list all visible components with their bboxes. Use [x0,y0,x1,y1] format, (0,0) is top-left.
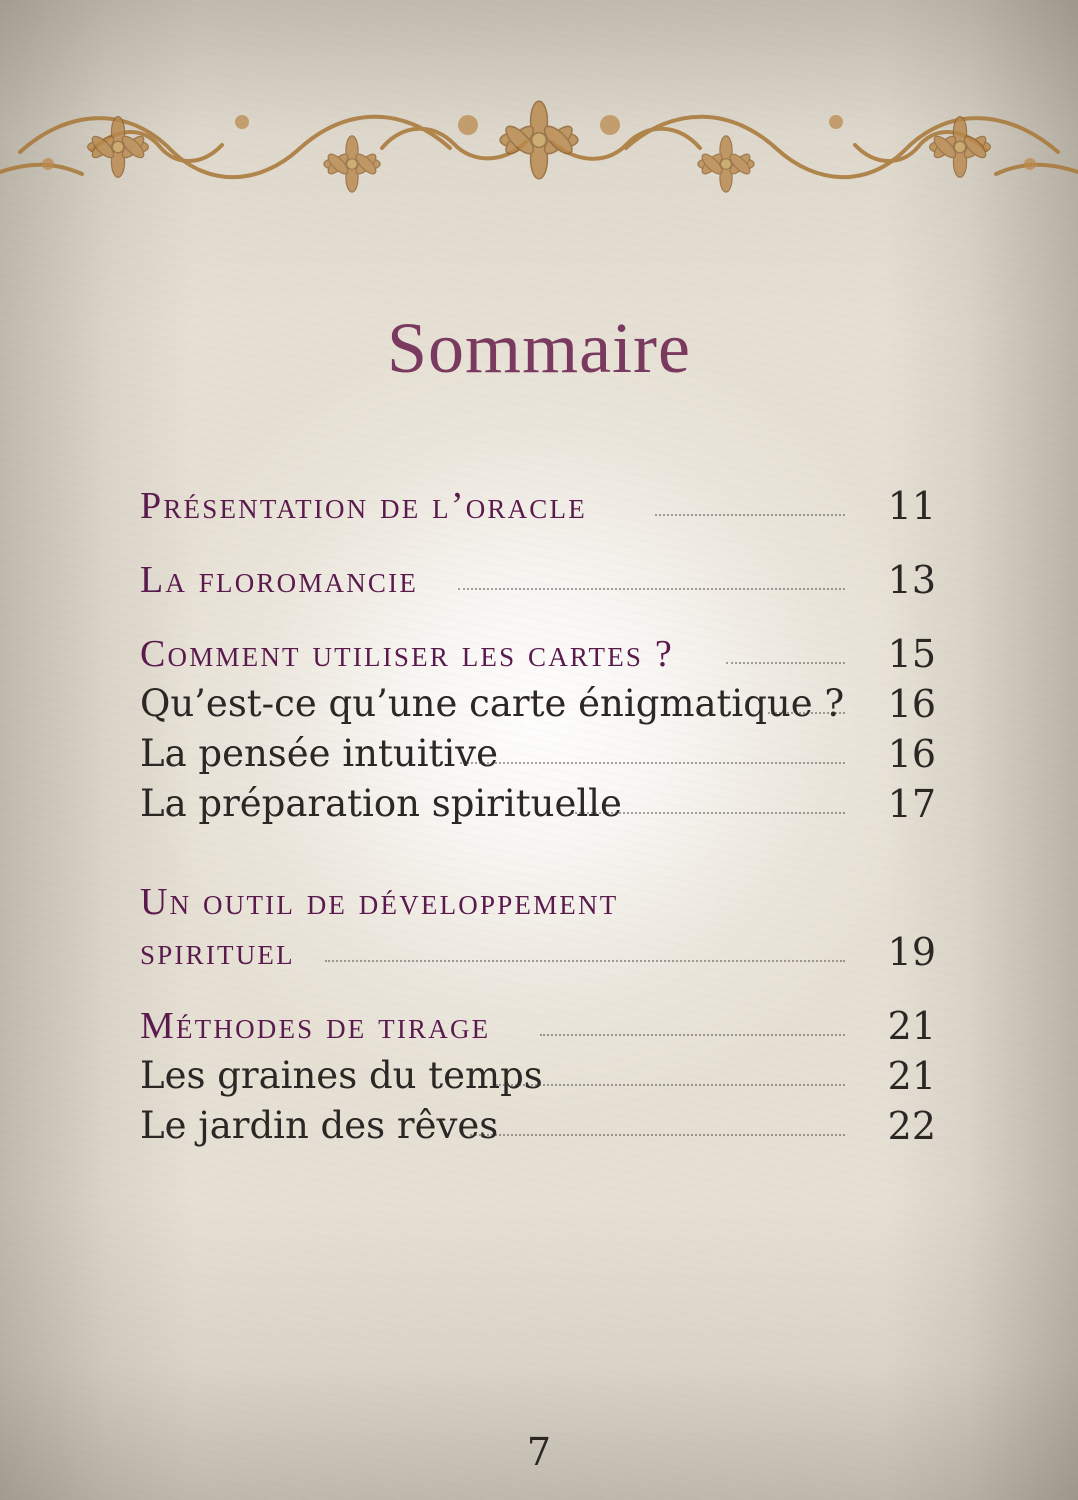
toc-entry-label: Comment utiliser les cartes ? [140,633,674,675]
dot-leader [768,710,845,714]
toc-entry-label: spirituel [140,931,295,973]
toc-entry-label: Présentation de l’oracle [140,485,587,527]
toc-entry-presentation[interactable] [140,484,936,528]
dot-leader [540,1032,845,1036]
toc-entry-methodes-tirage[interactable] [140,1004,936,1048]
dot-leader [572,810,845,814]
toc-entry-outil-line-1[interactable] [140,880,936,924]
toc-page-number: 17 [887,782,936,826]
toc-page-number: 16 [887,682,936,726]
page-number: 7 [526,1430,552,1474]
toc-page-number: 16 [887,732,936,776]
toc-entry-label: La pensée intuitive [140,732,499,775]
toc-entry-label: Les graines du temps [140,1054,543,1097]
dot-leader [496,1082,845,1086]
toc-entry-label: La floromancie [140,559,419,601]
toc-page-number: 21 [887,1004,936,1048]
dot-leader [655,512,845,516]
toc-entry-label: Méthodes de tirage [140,1005,491,1047]
toc-entry-graines-temps[interactable] [140,1054,936,1098]
toc-entry-jardin-reves[interactable] [140,1104,936,1148]
toc-page-number: 13 [887,558,936,602]
contents-title: Sommaire [387,308,691,388]
dot-leader [325,958,845,962]
toc-entry-outil-line-2[interactable] [140,930,936,974]
dot-leader [460,760,845,764]
toc-entry-preparation-spirituelle[interactable] [140,782,936,826]
toc-page-number: 11 [887,484,936,528]
toc-entry-pensee-intuitive[interactable] [140,732,936,776]
toc-entry-comment-utiliser[interactable] [140,632,936,676]
toc-entry-label: La préparation spirituelle [140,782,622,825]
dot-leader [470,1132,845,1136]
toc-entry-label: Le jardin des rêves [140,1104,499,1147]
toc-page-number: 21 [887,1054,936,1098]
floral-border-ornament [0,82,1078,200]
toc-entry-label: Qu’est-ce qu’une carte énigmatique ? [140,682,845,725]
toc-entry-floromancie[interactable] [140,558,936,602]
dot-leader [726,660,845,664]
toc-page-number: 22 [887,1104,936,1148]
toc-entry-label: Un outil de développement [140,881,619,923]
toc-page-number: 15 [887,632,936,676]
dot-leader [458,586,845,590]
toc-page-number: 19 [887,930,936,974]
toc-entry-carte-enigmatique[interactable] [140,682,936,726]
